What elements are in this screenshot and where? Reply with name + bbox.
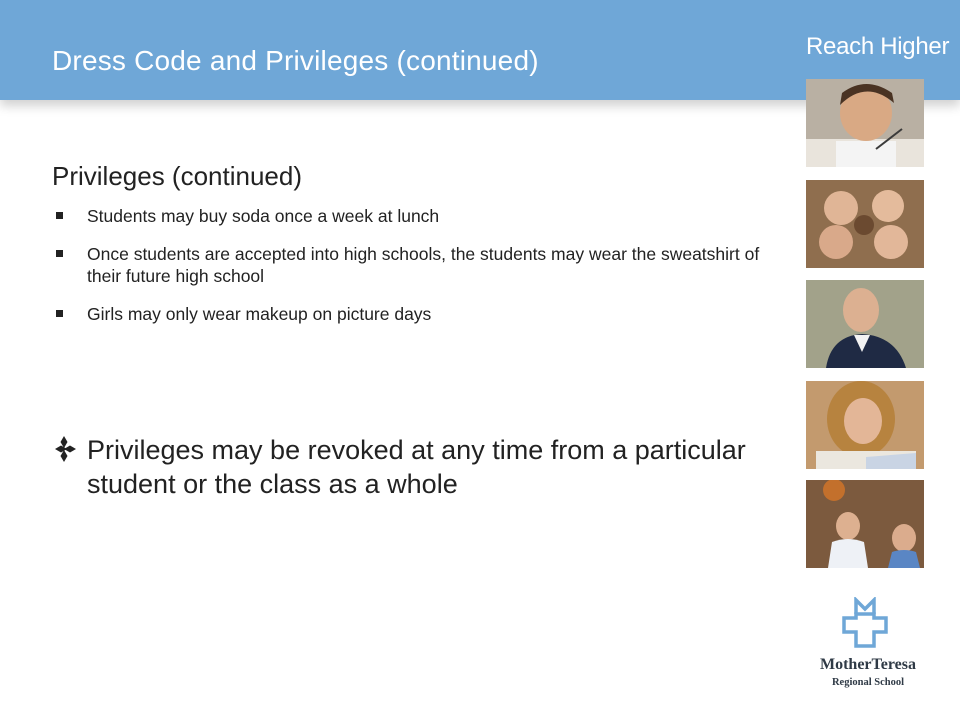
diamond-bullet-icon (52, 433, 80, 465)
school-name: MotherTeresa (820, 656, 916, 673)
section-heading: Privileges (continued) (52, 161, 303, 191)
basketball-photo (806, 480, 924, 568)
girl-reading-photo (806, 381, 924, 469)
square-bullet-icon (56, 250, 63, 257)
note-text: Privileges may be revoked at any time from a particular student or the class as a whole (87, 435, 746, 499)
kids-circle-photo (806, 180, 924, 268)
bullet-item (52, 243, 782, 287)
slide-title: Dress Code and Privileges (continued) (52, 45, 539, 76)
reach-higher-tagline: Reach Higher (806, 33, 950, 60)
school-subtitle: Regional School (831, 677, 905, 688)
boy-writing-photo (806, 79, 924, 167)
bullet-list (52, 205, 782, 341)
school-cross-logo-icon (840, 597, 890, 649)
boy-looking-up-photo (806, 280, 924, 368)
bullet-item (52, 205, 782, 227)
revocation-note (52, 433, 787, 501)
bullet-text: Girls may only wear makeup on picture days (87, 304, 432, 324)
square-bullet-icon (56, 212, 63, 219)
square-bullet-icon (56, 310, 63, 317)
bullet-text: Once students are accepted into high schools, the students may wear the sweatshirt of their future high school (87, 244, 760, 286)
bullet-text: Students may buy soda once a week at lunch (87, 206, 440, 226)
bullet-item (52, 303, 782, 325)
